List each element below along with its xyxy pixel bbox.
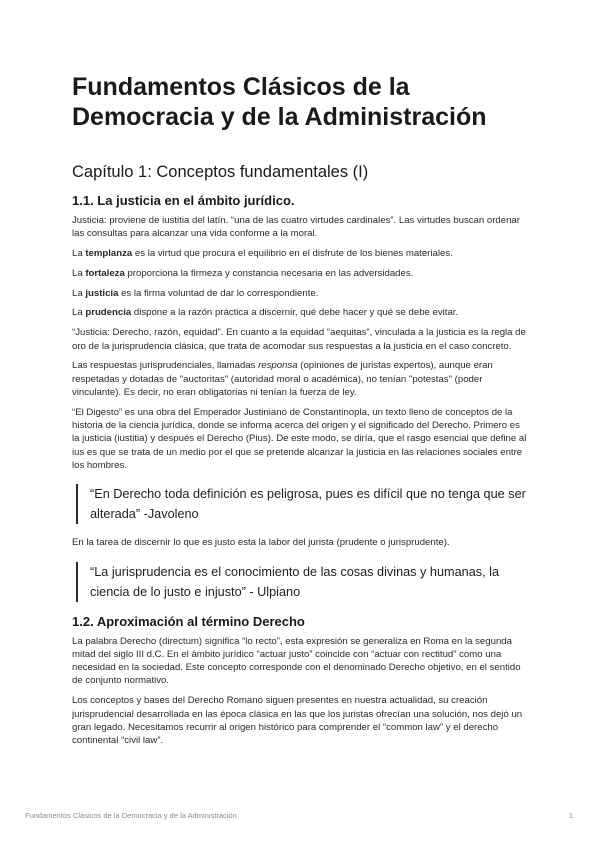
paragraph-digesto: “El Digesto” es una obra del Emperador Justiniano de Constantinopla, un texto lleno de conceptos de la historia de la ciencia jurídica, donde se informa acerca del origen y el significado del Derecho. Primero es la justicia (iustitia) y después el Derecho (Pius). De este modo, se diría, que el rasgo esencial que define al ius es que se trata de un medio por el que se pretende alcanzar la justicia en las relaciones sociales entre los hombres.: [72, 406, 527, 471]
chapter-heading: Capítulo 1: Conceptos fundamentales (I): [72, 163, 369, 181]
paragraph-derecho-romano: Los conceptos y bases del Derecho Romano siguen presentes en nuestra actualidad, su creación jurisprudencial desarrollada en las época clásica en las que los juristas ofrecían una solución, nos dejó un gran legado. Necesitamos recurrir al origen histórico para comprender el “common law” y el derecho continental “civil law”.: [72, 695, 523, 747]
term-justicia: justicia: [85, 287, 119, 299]
paragraph-directum: La palabra Derecho (directum) significa “lo recto”, esta expresión se generaliza en Roma en la segunda mitad del siglo III d.C. En el ámbito jurídico “actuar justo” coincide con “actuar con rectitud” como una necesidad en la sociedad. Este concepto corresponde con el denominado Derecho objetivo, en el sentido de conjunto normativo.: [72, 635, 521, 687]
blockquote-javoleno: “En Derecho toda definición es peligrosa, pues es difícil que no tenga que ser alterada” -Javoleno: [76, 484, 528, 524]
term-responsa: responsa: [258, 360, 298, 372]
document-body: [72, 193, 528, 754]
footer-page-number: 1: [568, 811, 573, 820]
term-prudencia: prudencia: [85, 307, 132, 319]
paragraph-responsa: Las respuestas jurisprudenciales, llamadas responsa (opiniones de juristas expertos), aunque eran respetadas y dotadas de "auctoritas" (autoridad moral o académica), no tenían "potestas" (poder vinculante). Es decir, no eran obligatorias ni tenían la fuerza de ley.: [72, 360, 493, 398]
term-fortaleza: fortaleza: [85, 267, 125, 279]
paragraph-prudencia: La prudencia dispone a la razón práctica a discernir, qué debe hacer y qué se debe evitar.: [72, 307, 459, 319]
term-templanza: templanza: [85, 248, 133, 260]
document-title: Fundamentos Clásicos de la Democracia y de la Administración: [72, 73, 487, 131]
paragraph-justicia-origen: Justicia: proviene de iustitia del latín. “una de las cuatro virtudes cardinales”. Las virtudes buscan ordenar las consultas para alcanzar una vida conforme a la moral.: [72, 215, 520, 240]
section-heading-1-1: 1.1. La justicia en el ámbito jurídico.: [72, 193, 295, 208]
paragraph-equidad: “Justicia: Derecho, razón, equidad”. En cuanto a la equidad “aequitas”, vinculada a la justicia es la regla de oro de la jurisprudencia clásica, que trata de acomodar sus respuestas a la justicia en el caso concreto.: [72, 327, 526, 352]
paragraph-templanza: La templanza es la virtud que procura el equilibrio en el disfrute de los bienes materiales.: [72, 248, 453, 260]
section-heading-1-2: 1.2. Aproximación al término Derecho: [72, 613, 305, 629]
blockquote-ulpiano: “La jurisprudencia es el conocimiento de las cosas divinas y humanas, la ciencia de lo justo e injusto” - Ulpiano: [76, 562, 528, 602]
footer-document-title: Fundamentos Clásicos de la Democracia y de la Administración: [25, 811, 237, 820]
paragraph-justicia: La justicia es la firma voluntad de dar lo correspondiente.: [72, 287, 319, 299]
paragraph-labor-jurista: En la tarea de discernir lo que es justo esta la labor del jurista (prudente o jurisprudente).: [72, 537, 450, 549]
paragraph-fortaleza: La fortaleza proporciona la firmeza y constancia necesaria en las adversidades.: [72, 267, 414, 279]
